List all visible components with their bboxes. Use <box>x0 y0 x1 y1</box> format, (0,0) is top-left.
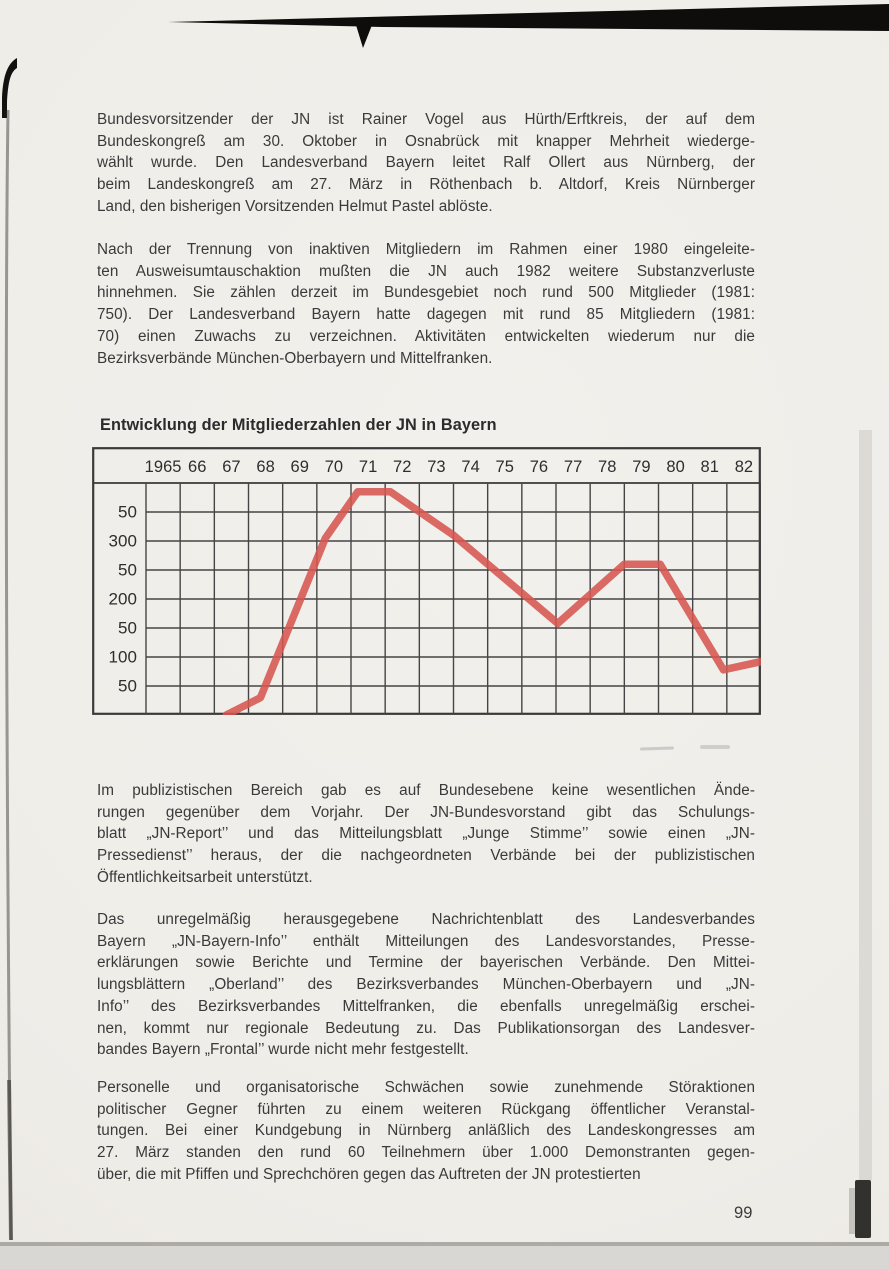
paragraph-3 <box>97 780 755 889</box>
text-line: politischer Gegner führten zu einem weiteren Rückgang öffentlicher Veranstal- <box>97 1100 755 1118</box>
x-axis-tick-label: 82 <box>734 458 754 476</box>
y-axis-tick-label: 200 <box>108 589 137 609</box>
membership-data-line <box>226 492 761 715</box>
text-line: Das unregelmäßig herausgegebene Nachrichtenblatt des Landesverbandes <box>97 911 755 928</box>
membership-line-chart-svg <box>92 447 761 715</box>
text-line: Land, den bisherigen Vorsitzenden Helmut Pastel ablöste. <box>97 197 493 215</box>
y-axis-tick-label: 300 <box>108 531 137 551</box>
x-axis-tick-label: 79 <box>632 458 651 476</box>
y-axis-tick-label: 50 <box>117 618 137 638</box>
x-axis-tick-label: 80 <box>666 458 685 476</box>
paragraph-5 <box>97 1077 755 1186</box>
scan-right-band <box>859 430 872 1180</box>
text-line: Pressedienst’’ heraus, der die nachgeordneten Verbände bei der publizistischen <box>97 847 755 865</box>
text-line: beim Landeskongreß am 27. März in Röthenbach b. Altdorf, Kreis Nürnberger <box>97 176 755 194</box>
text-line: nen, kommt nur regionale Bedeutung zu. Das Publikationsorgan des Landesver- <box>97 1019 755 1037</box>
text-line: tungen. Bei einer Kundgebung in Nürnberg anläßlich des Landeskongresses am <box>97 1122 755 1140</box>
scan-top-wedge-hook <box>356 25 372 48</box>
text-line: Bundesvorsitzender der JN ist Rainer Vogel aus Hürth/Erftkreis, der auf dem <box>97 111 755 128</box>
text-line: blatt „JN-Report’’ und das Mitteilungsblatt „Junge Stimme’’ sowie einen „JN- <box>97 825 755 843</box>
text-line: Bundeskongreß am 30. Oktober in Osnabrück mit knapper Mehrheit wiederge- <box>97 132 755 150</box>
text-line: über, die mit Pfiffen und Sprechchören gegen das Auftreten der JN protestierten <box>97 1165 641 1183</box>
paragraph-4 <box>97 909 755 1061</box>
y-axis-tick-label: 50 <box>117 560 137 580</box>
text-line: Im publizistischen Bereich gab es auf Bundesebene keine wesentlichen Ände- <box>97 782 755 799</box>
text-line: Bayern „JN-Bayern-Info’’ enthält Mitteilungen des Landesvorstandes, Presse- <box>97 932 755 950</box>
scan-smudge-2 <box>700 745 730 749</box>
text-line: 750). Der Landesverband Bayern hatte dagegen mit rund 85 Mitgliedern (1981: <box>97 306 755 324</box>
x-axis-tick-label: 75 <box>495 458 514 476</box>
text-line: ten Ausweisumtauschaktion mußten die JN auch 1982 weitere Substanzverluste <box>97 262 755 280</box>
text-line: hinnehmen. Sie zählen derzeit im Bundesgebiet noch rund 500 Mitglieder (1981: <box>97 284 755 302</box>
scan-right-bottom-bar-shadow <box>849 1188 855 1234</box>
x-axis-tick-label: 76 <box>529 458 549 476</box>
x-axis-tick-label: 72 <box>393 458 412 476</box>
x-axis-tick-label: 69 <box>290 458 309 476</box>
scan-smudge-1 <box>640 746 674 750</box>
scan-bottom-strip <box>0 1246 889 1269</box>
y-axis-tick-label: 50 <box>117 676 137 696</box>
text-line: Bezirksverbände München-Oberbayern und Mittelfranken. <box>97 349 493 367</box>
x-axis-tick-label: 70 <box>324 458 344 476</box>
page-number: 99 <box>734 1204 753 1222</box>
scan-left-corner-mark <box>2 58 17 118</box>
chart-frame <box>93 448 760 714</box>
x-axis-tick-label: 77 <box>563 458 583 476</box>
x-axis-tick-label: 67 <box>222 458 241 476</box>
x-axis-tick-label: 73 <box>427 458 446 476</box>
text-line: rungen gegenüber dem Vorjahr. Der JN-Bundesvorstand gibt das Schulungs- <box>97 803 755 821</box>
paragraph-2 <box>97 239 755 369</box>
x-axis-tick-label: 78 <box>598 458 617 476</box>
paragraph-1 <box>97 109 755 218</box>
x-axis-tick-label: 81 <box>700 458 719 476</box>
text-line: bandes Bayern „Frontal’’ wurde nicht mehr festgestellt. <box>97 1041 469 1059</box>
x-axis-tick-label: 74 <box>461 458 480 476</box>
x-axis-tick-label: 1965 <box>144 458 182 476</box>
text-line: 70) einen Zuwachs zu verzeichnen. Aktivitäten entwickelten wiederum nur die <box>97 327 755 345</box>
text-line: lungsblättern „Oberland’’ des Bezirksverbandes München-Oberbayern und „JN- <box>97 976 755 994</box>
x-axis-tick-label: 71 <box>358 458 378 476</box>
text-line: wählt wurde. Den Landesverband Bayern leitet Ralf Ollert aus Nürnberg, der <box>97 154 755 172</box>
text-line: Personelle und organisatorische Schwächen sowie zunehmende Störaktionen <box>97 1079 755 1096</box>
text-line: 27. März standen den rund 60 Teilnehmern über 1.000 Demonstranten gegen- <box>97 1144 755 1162</box>
text-line: erklärungen sowie Berichte und Termine der bayerischen Verbände. Den Mittei- <box>97 954 755 972</box>
scan-right-bottom-bar <box>855 1180 871 1238</box>
text-line: Info’’ des Bezirksverbandes Mittelfranken, die ebenfalls unregelmäßig erschei- <box>97 997 755 1015</box>
scan-bottom-edge <box>0 1242 889 1246</box>
x-axis-tick-label: 68 <box>256 458 275 476</box>
text-line: Öffentlichkeitsarbeit unterstützt. <box>97 868 313 886</box>
x-axis-tick-label: 66 <box>188 458 207 476</box>
text-line: Nach der Trennung von inaktiven Mitgliedern im Rahmen einer 1980 eingeleite- <box>97 241 755 258</box>
scan-left-page-edge <box>6 110 11 1240</box>
y-axis-tick-label: 100 <box>108 647 137 667</box>
y-axis-tick-label: 50 <box>117 502 137 522</box>
chart-title: Entwicklung der Mitgliederzahlen der JN in Bayern <box>100 416 497 434</box>
scan-left-page-edge-dark <box>9 1080 11 1240</box>
membership-chart <box>92 447 761 715</box>
scan-top-wedge <box>168 4 889 31</box>
